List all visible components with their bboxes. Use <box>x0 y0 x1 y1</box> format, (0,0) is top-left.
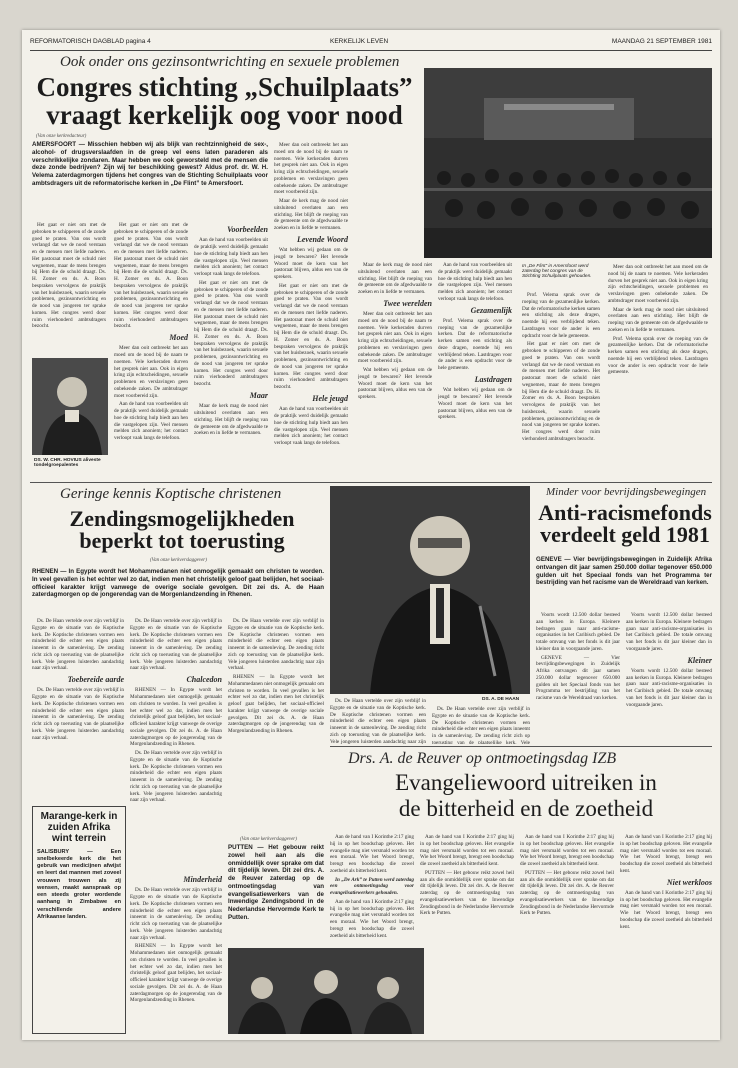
paper-name: REFORMATORISCH DAGBLAD pagina 4 <box>30 38 151 45</box>
article1-headline-line2: vraagt kerkelijk oog voor nood <box>46 99 403 130</box>
divider-1 <box>30 482 712 483</box>
article4-body-b: Aan de hand van I Korinthe 2:17 ging hij in op het boodschap geloven. Het evangelie mag niet versmald worden tot een moraal. Wie het Woord brengt, brengt een boodschap die zowel zoetheid als bitterheid kent. <box>330 898 414 939</box>
putten-meeting-image <box>228 948 424 1034</box>
article1-body-6: Maar de kerk mag de nood niet uitsluitend overlaten aan een stichting. Het blijft de roeping van de gemeente om de afgedwaalde te zoeken en in liefde te vermanen. <box>358 262 432 295</box>
article1-credit: (Van onze kerkredacteur) <box>36 134 87 139</box>
article2-credit: (Van onze kerkverslaggever) <box>150 558 207 563</box>
subhead-toebereide-aarde: Toebereide aarde <box>67 675 124 684</box>
subhead-chalcedon: Chalcedon <box>186 675 222 684</box>
article2-body: Ds. De Haan vertelde over zijn verblijf in Egypte en de situatie van de Koptische kerk. De Koptische christenen vormen een minderheid die echter een eigen plaats inneemt in de samenleving. De zending richt zich op toerusting van de plaatselijke kerk. Vele jongeren luisterden aandachtig naar zijn verhaal. <box>32 618 124 672</box>
article2-body-c: Ds. De Haan vertelde over zijn verblijf in Egypte en de situatie van de Koptische kerk. De Koptische christenen vormen een minderheid die echter een eigen plaats inneemt in de samenleving. De zending richt zich op toerusting van de plaatselijke kerk. Vele jongeren luisterden aandachtig naar zijn verhaal. <box>130 618 222 672</box>
article1-body-7: Aan de hand van voorbeelden uit de praktijk werd duidelijk gemaakt hoe de stichting hulp biedt aan hen die vastgelopen zijn. Veel mensen melden zich anoniem; het contact verloopt vaak langs de telefoon. <box>438 262 512 302</box>
article2-headline-line1: Zendingsmogelijkheden <box>69 506 295 531</box>
article3-lede: GENEVE — Vier bevrijdingsbewegingen in Zuidelijk Afrika ontvangen dit jaar samen 250.000 dollar tegenover 650.000 gulden uit het Speciaal fonds van het Programma ter bestrijding van het racisme van de Wereldraad van kerken. <box>536 556 712 587</box>
article4-headline-line1: Evangeliewoord uitreiken in <box>395 770 657 795</box>
article1-headline <box>32 74 417 129</box>
article1-body-5c: Aan de hand van voorbeelden uit de praktijk werd duidelijk gemaakt hoe de stichting hulp biedt aan hen die vastgelopen zijn. Veel mensen melden zich anoniem; het contact verloopt vaak langs de telefoon. <box>274 406 348 447</box>
article2-column-2 <box>130 618 222 868</box>
article1-body-9b: Maar de kerk mag de nood niet uitsluitend overlaten aan een stichting. Het blijft de roeping van de gemeente om de afgedwaalde te zoeken en in liefde te vermanen. <box>608 306 708 333</box>
article3-body-d: Voorts wordt 12.500 dollar besteed aan kerken in Europa. Kleinere bedragen gaan naar anti-racisme-organisaties in het Caribisch gebied. De totale omvang van het fonds is dit jaar kleiner dan in voorgaande jaren. <box>626 667 712 708</box>
article4-headline <box>340 770 712 823</box>
sidebar-headline-line3: wint terrein <box>52 833 106 845</box>
article1-column-6 <box>438 262 512 477</box>
article2-body-k: RHENEN — In Egypte wordt het Mohammedanen niet onmogelijk gemaakt om christen te worden. In veel gevallen is het echter wel zo dat, indien men het christelijk geloof gaat belijden, het sociaal-officieel karakter krijgt vanwege de overige sociale gevolgen. Dit zei ds. A. de Haan zaterdagmorgen op de jongerendag van de Morgenlandzending in Rhenen. <box>130 943 222 1004</box>
article4-body-c: Aan de hand van I Korinthe 2:17 ging hij in op het boodschap geloven. Het evangelie mag niet versmald worden tot een moraal. Wie het Woord brengt, brengt een boodschap die zowel zoetheid als bitterheid kent. <box>420 834 514 867</box>
page-date: MAANDAG 21 SEPTEMBER 1981 <box>611 38 712 45</box>
article2-body-h: Ds. De Haan vertelde over zijn verblijf in Egypte en de situatie van de Koptische kerk. De Koptische christenen vormen een minderheid die echter een eigen plaats inneemt in de samenleving. De zending richt zich op toerusting van de plaatselijke kerk. Vele jongeren luisterden aandachtig naar zijn <box>330 698 426 744</box>
article4-body-h: Aan de hand van I Korinthe 2:17 ging hij in op het boodschap geloven. Het evangelie mag niet versmald worden tot een moraal. Wie het Woord brengt, brengt een boodschap die zowel zoetheid als bitterheid kent. <box>620 889 712 930</box>
de-haan-photo <box>330 486 530 694</box>
article3-body-b: GENEVE — Vier bevrijdingsbewegingen in Zuidelijk Afrika ontvangen dit jaar samen 250.000 dollar tegenover 650.000 gulden uit het Speciaal fonds van het Programma ter bestrijding van het racisme van de Wereldraad van kerken. <box>536 654 620 701</box>
subhead-maar: Maar <box>249 390 268 400</box>
article4-column-3 <box>520 834 614 1034</box>
article2-kicker: Geringe kennis Koptische christenen <box>60 486 282 502</box>
subhead-lastdragen: Lastdragen <box>474 374 512 384</box>
article2-lede: RHENEN — In Egypte wordt het Mohammedanen niet onmogelijk gemaakt om christen te worden. In veel gevallen is het echter wel zo dat, indien men het christelijk geloof gaat belijden, het sociaal-officieel karakter krijgt vanwege de overige sociale gevolgen. Dit zei ds. A. de Haan zaterdagmorgen op de jongerendag van de Morgenlandzending in Rhenen. <box>32 568 324 599</box>
article1-body-6c: Wat hebben wij gedaan om de jeugd te bewaren? Het levende Woord moet de kern van het pastoraat blijven, aldus een van de sprekers. <box>358 367 432 401</box>
article1-body-4c: Maar de kerk mag de nood niet uitsluitend overlaten aan een stichting. Het blijft de roeping van de gemeente om de afgedwaalde te zoeken en in liefde te vermanen. <box>274 198 348 231</box>
article2-column-5 <box>432 706 530 744</box>
hovius-caption: DS. W. CHR. HOVIUS aliveste tondelgroepalentes <box>34 458 101 468</box>
article3-headline <box>536 502 714 547</box>
subhead-hele-jeugd: Hele jeugd <box>312 393 348 403</box>
article2-body-e: Ds. De Haan vertelde over zijn verblijf in Egypte en de situatie van de Koptische kerk. De Koptische christenen vormen een minderheid die echter een eigen plaats inneemt in de samenleving. De zending richt zich op toerusting van de plaatselijke kerk. Vele jongeren luisterden aandachtig naar zijn verhaal. <box>130 750 222 804</box>
article4-body-e: Aan de hand van I Korinthe 2:17 ging hij in op het boodschap geloven. Het evangelie mag niet versmald worden tot een moraal. Wie het Woord brengt, brengt een boodschap die zowel zoetheid als bitterheid kent. <box>520 834 614 867</box>
portrait-icon <box>32 358 108 455</box>
article2-body-j: Ds. De Haan vertelde over zijn verblijf in Egypte en de situatie van de Koptische kerk. De Koptische christenen vormen een minderheid die echter een eigen plaats inneemt in de samenleving. De zending richt zich op toerusting van de plaatselijke kerk. Vele jongeren luisterden aandachtig naar zijn verhaal. <box>130 887 222 941</box>
article3-kicker: Minder voor bevrijdingsbewegingen <box>546 486 707 498</box>
article1-body-2b: Aan de hand van voorbeelden uit de praktijk werd duidelijk gemaakt hoe de stichting hulp biedt aan hen die vastgelopen zijn. Veel mensen melden zich anoniem; het contact verloopt vaak langs de telefoon. <box>114 401 188 442</box>
article1-column-3 <box>194 222 268 477</box>
de-haan-caption: DS. A. DE HAAN <box>482 697 520 702</box>
congress-hall-image <box>424 68 712 258</box>
article1-body-9c: Prof. Velema sprak over de roeping van de gezamenlijke kerken. Dat de reformatorische kerken samen een stichting als deze dragen, noemde hij een verblijdend teken. Lastdragen voor de ander is een opdracht voor de hele gemeente. <box>608 335 708 376</box>
subhead-kleiner: Kleiner <box>687 655 712 665</box>
subhead-gezamenlijk: Gezamenlijk <box>470 305 512 315</box>
article1-body-3: Aan de hand van voorbeelden uit de praktijk werd duidelijk gemaakt hoe de stichting hulp biedt aan hen die vastgelopen zijn. Veel mensen melden zich anoniem; het contact verloopt vaak langs de telefoon. <box>194 237 268 278</box>
article3-headline-line2: verdeelt geld 1981 <box>540 522 710 548</box>
sidebar-headline <box>33 811 125 845</box>
subhead-niet-werkloos: Niet werkloos <box>666 877 712 887</box>
article2-headline-line2: beperkt tot toerusting <box>79 528 285 554</box>
article1-body-9: Meer dan ooit ontbreekt het aan moed om de nood bij de naam te noemen. Vele kerkeraden durven het gesprek niet aan. Ook in eigen kring zijn echtscheidingen, sexuele problemen en verslavingen geen onbekende zaken. De ambtsdrager moet voorbereid zijn. <box>608 264 708 304</box>
article1-body-8b: Het gaat er niet om met de gebroken te schipperen of de zonde goed te praten. Van ons wordt verlangd dat we de nood verstaan en de mensen met liefde naderen. Het pastoraat moet de schuld niet wegnemen, maar de mens brengen bij Hem die de schuld draagt. Ds. H. Zomer en ds. A. Boon bespraken vervolgens de praktijk van het huisbezoek, waarin sexuele problemen, gezinsontwrichting en de nood van jongeren ter sprake komen. Het congres werd door ruim vierhonderd ambtsdragers bezocht. <box>522 341 600 442</box>
sidebar-body: SALISBURY — Een snelbekeerde kerk die het gebruik van medicijnen afwijst en leert dat mannen met zoveel vrouwen trouwen als zij wensen, maakt aanspraak op een steeds groter wordende aanhang in Zimbabwe en verschillende andere Afrikaanse landen. <box>37 848 121 920</box>
article2-body-b: Ds. De Haan vertelde over zijn verblijf in Egypte en de situatie van de Koptische kerk. De Koptische christenen vormen een minderheid die echter een eigen plaats inneemt in de samenleving. De zending richt zich op toerusting van de plaatselijke kerk. Vele jongeren luisterden aandachtig naar zijn verhaal. <box>32 687 124 741</box>
article4-headline-line2: de bitterheid en de zoetheid <box>398 796 654 822</box>
article2-column-1 <box>32 618 124 798</box>
divider-2 <box>330 746 712 747</box>
article3-body-c: Voorts wordt 12.500 dollar besteed aan kerken in Europa. Kleinere bedragen gaan naar anti-racisme-organisaties in het Caribisch gebied. De totale omvang van het fonds is dit jaar kleiner dan in voorgaande jaren. <box>626 612 712 652</box>
article1-kicker: Ook onder ons gezinsontwrichting en sexuele problemen <box>60 54 400 70</box>
article2-column-4 <box>330 698 426 744</box>
article4-body-g: Aan de hand van I Korinthe 2:17 ging hij in op het boodschap geloven. Het evangelie mag niet versmald worden tot een moraal. Wie het Woord brengt, brengt een boodschap die zowel zoetheid als bitterheid kent. <box>620 834 712 874</box>
subhead-moed: Moed <box>169 333 188 342</box>
congress-caption: In „De Flint” in Amersfoort werd zaterdag het congres van de Stichting Schuilplaats gehouden. <box>522 264 592 279</box>
article1-body-6b: Meer dan ooit ontbreekt het aan moed om de nood bij de naam te noemen. Vele kerkeraden durven het gesprek niet aan. Ook in eigen kring zijn echtscheidingen, sexuele problemen en verslavingen geen onbekende zaken. De ambtsdrager moet voorbereid zijn. <box>358 311 432 365</box>
de-haan-portrait-icon <box>330 486 530 694</box>
article4-body: Aan de hand van I Korinthe 2:17 ging hij in op het boodschap geloven. Het evangelie mag niet versmald worden tot een moraal. Wie het Woord brengt, brengt een boodschap die zowel zoetheid als bitterheid kent. <box>330 834 414 874</box>
article3-headline-line1: Anti-racismefonds <box>538 500 712 525</box>
article1-body-cont: Het gaat er niet om met de gebroken te schipperen of de zonde goed te praten. Van ons wordt verlangd dat we de nood verstaan en de mensen met liefde naderen. Het pastoraat moet de schuld niet wegnemen, maar de mens brengen bij Hem die de schuld draagt. Ds. H. Zomer en ds. A. Boon bespraken vervolgens de praktijk van het huisbezoek, waarin sexuele problemen, gezinsontwrichting en de nood van jongeren ter sprake komen. Het congres werd door ruim vierhonderd ambtsdragers bezocht. <box>114 222 188 330</box>
article1-body-5: Wat hebben wij gedaan om de jeugd te bewaren? Het levende Woord moet de kern van het pastoraat blijven, aldus een van de sprekers. <box>274 247 348 281</box>
article4-column-2 <box>420 834 514 1034</box>
article3-column-2 <box>626 612 712 742</box>
article1-body-7b: Prof. Velema sprak over de roeping van de gezamenlijke kerken. Dat de reformatorische kerken samen een stichting als deze dragen, noemde hij een verblijdend teken. Lastdragen voor de ander is een opdracht voor de hele gemeente. <box>438 317 512 372</box>
sidebar-headline-line1: Marange-kerk in <box>40 811 118 822</box>
subhead-twee-werelden: Twee werelden <box>383 298 432 308</box>
article4-kicker: Drs. A. de Reuver op ontmoetingsdag IZB <box>348 750 617 767</box>
subhead-levende-woord: Levende Woord <box>296 234 348 244</box>
article2-headline <box>32 508 332 553</box>
article3-body: Voorts wordt 12.500 dollar besteed aan kerken in Europa. Kleinere bedragen gaan naar anti-racisme-organisaties in het Caribisch gebied. De totale omvang van het fonds is dit jaar kleiner dan in voorgaande jaren. <box>536 612 620 652</box>
article1-column-8 <box>608 264 708 477</box>
article1-column-4 <box>274 142 348 477</box>
article1-column-5 <box>358 262 432 477</box>
article2-column-3 <box>228 618 324 843</box>
article4-body-f: PUTTEN — Het gebouw reikt zowel heil aan als die onmiddellijk over sprake om dat dit tijdelijk leven. Dit zei drs. A. de Reuver zaterdag op de ontmoetingsdag van evangelisatiewerkers van de Inwendige Zendingsbond in de Nederlandse Hervormde Kerk te Putten. <box>520 869 614 917</box>
article1-body-5b: Het gaat er niet om met de gebroken te schipperen of de zonde goed te praten. Van ons wordt verlangd dat we de nood verstaan en de mensen met liefde naderen. Het pastoraat moet de schuld niet wegnemen, maar de mens brengen bij Hem die de schuld draagt. Ds. H. Zomer en ds. A. Boon bespraken vervolgens de praktijk van het huisbezoek, waarin sexuele problemen, gezinsontwrichting en de nood van jongeren ter sprake komen. Het congres werd door ruim vierhonderd ambtsdragers bezocht. <box>274 282 348 391</box>
article4-column-4 <box>620 834 712 1034</box>
putten-photo <box>228 948 424 1034</box>
article1-lede: AMERSFOORT — Misschien hebben wij als blijk van rechtzinnigheid de sex-, alcohol- of drugsverslaafden in de greep vel eens laten paraderen als verschrikkelijke zondaren. Maar hebben we ook geworsteld met de mensen die deze zonde bedrijven? Zijn wij ter beschikking gewest? Aldus prof. dr. W. H. Velema zaterdagmorgen tijdens het congres van de Stichting Schuilplaats voor ambtsdragers uit de reformatorische kerken in „De Flint” te Amersfoort. <box>32 141 268 187</box>
article1-column-7 <box>522 292 600 477</box>
article1-body-3b: Het gaat er niet om met de gebroken te schipperen of de zonde goed te praten. Van ons wordt verlangd dat we de nood verstaan en de mensen met liefde naderen. Het pastoraat moet de schuld niet wegnemen, maar de mens brengen bij Hem die de schuld draagt. Ds. H. Zomer en ds. A. Boon bespraken vervolgens de praktijk van het huisbezoek, waarin sexuele problemen, gezinsontwrichting en de nood van jongeren ter sprake komen. Het congres werd door ruim vierhonderd ambtsdragers bezocht. <box>194 279 268 388</box>
congress-photo <box>424 68 712 258</box>
article4-body-d: PUTTEN — Het gebouw reikt zowel heil aan als die onmiddellijk over sprake om dat dit tijdelijk leven. Dit zei drs. A. de Reuver zaterdag op de ontmoetingsdag van evangelisatiewerkers van de Inwendige Zendingsbond in de Nederlandse Hervormde Kerk te Putten. <box>420 869 514 917</box>
article1-body-4: Maar de kerk mag de nood niet uitsluitend overlaten aan een stichting. Het blijft de roeping van de gemeente om de afgedwaalde te zoeken en in liefde te vermanen. <box>194 403 268 437</box>
article1-column-1 <box>32 222 106 352</box>
article2-body-i: Ds. De Haan vertelde over zijn verblijf in Egypte en de situatie van de Koptische kerk. De Koptische christenen vormen een minderheid die echter een eigen plaats inneemt in de samenleving. De zending richt zich op toerusting van de plaatselijke kerk. Vele <box>432 706 530 744</box>
article1-body-4b: Meer dan ooit ontbreekt het aan moed om de nood bij de naam te noemen. Vele kerkeraden durven het gesprek niet aan. Ook in eigen kring zijn echtscheidingen, sexuele problemen en verslavingen geen onbekende zaken. De ambtsdrager moet voorbereid zijn. <box>274 142 348 196</box>
article1-body-8: Prof. Velema sprak over de roeping van de gezamenlijke kerken. Dat de reformatorische kerken samen een stichting als deze dragen, noemde hij een verblijdend teken. Lastdragen voor de ander is een opdracht voor de hele gemeente. <box>522 292 600 339</box>
hovius-photo <box>32 358 108 455</box>
article2-column-6 <box>130 872 222 1032</box>
article2-body-f: Ds. De Haan vertelde over zijn verblijf in Egypte en de situatie van de Koptische kerk. De Koptische christenen vormen een minderheid die echter een eigen plaats inneemt in de samenleving. De zending richt zich op toerusting van de plaatselijke kerk. Vele jongeren luisterden aandachtig naar zijn verhaal. <box>228 618 324 672</box>
article2-body-g: RHENEN — In Egypte wordt het Mohammedanen niet onmogelijk gemaakt om christen te worden. In veel gevallen is het echter wel zo dat, indien men het christelijk geloof gaat belijden, het sociaal-officieel karakter krijgt vanwege de overige sociale gevolgen. Dit zei ds. A. de Haan zaterdagmorgen op de jongerendag van de Morgenlandzending in Rhenen. <box>228 674 324 734</box>
section-name: KERKELIJK LEVEN <box>330 38 389 45</box>
article4-credit: (Van onze kerkverslaggever) <box>240 837 297 842</box>
article1-headline-line1: Congres stichting „Schuilplaats” <box>36 72 413 102</box>
article4-caption-text: In „De Ark” te Putten werd zaterdag een ontmoetingsdag voor evangelisatiewerkers gehouden. <box>330 876 414 896</box>
sidebar-headline-line2: zuiden Afrika <box>47 822 111 834</box>
newspaper-page <box>22 30 720 1040</box>
article1-body-2: Meer dan ooit ontbreekt het aan moed om de nood bij de naam te noemen. Vele kerkeraden durven het gesprek niet aan. Ook in eigen kring zijn echtscheidingen, sexuele problemen en verslavingen geen onbekende zaken. De ambtsdrager moet voorbereid zijn. <box>114 345 188 399</box>
article2-body-d: RHENEN — In Egypte wordt het Mohammedanen niet onmogelijk gemaakt om christen te worden. In veel gevallen is het echter wel zo dat, indien men het christelijk geloof gaat belijden, het sociaal-officieel karakter krijgt vanwege de overige sociale gevolgen. Dit zei ds. A. de Haan zaterdagmorgen op de jongerendag van de Morgenlandzending in Rhenen. <box>130 687 222 748</box>
subhead-voorbeelden: Voorbeelden <box>227 225 268 234</box>
article1-body-7c: Wat hebben wij gedaan om de jeugd te bewaren? Het levende Woord moet de kern van het pastoraat blijven, aldus een van de sprekers. <box>438 387 512 421</box>
page-header <box>30 36 712 51</box>
marange-sidebar <box>32 806 126 1034</box>
article1-body: Het gaat er niet om met de gebroken te schipperen of de zonde goed te praten. Van ons wordt verlangd dat we de nood verstaan en de mensen met liefde naderen. Het pastoraat moet de schuld niet wegnemen, maar de mens brengen bij Hem die de schuld draagt. Ds. H. Zomer en ds. A. Boon bespraken vervolgens de praktijk van het huisbezoek, waarin sexuele problemen, gezinsontwrichting en de nood van jongeren ter sprake komen. Het congres werd door ruim vierhonderd ambtsdragers bezocht. <box>32 222 106 330</box>
article1-column-2 <box>114 222 188 477</box>
subhead-minderheid: Minderheid <box>183 875 222 884</box>
article3-column-1 <box>536 612 620 742</box>
article4-lede: PUTTEN — Het gebouw reikt zowel heil aan als die onmiddellijk over sprake om dat dit tijdelijk leven. Dit zei drs. A. de Reuver zaterdag op de ontmoetingsdag van evangelisatiewerkers van de Inwendige Zendingsbond in de Nederlandse Hervormde Kerk te Putten. <box>228 844 324 921</box>
